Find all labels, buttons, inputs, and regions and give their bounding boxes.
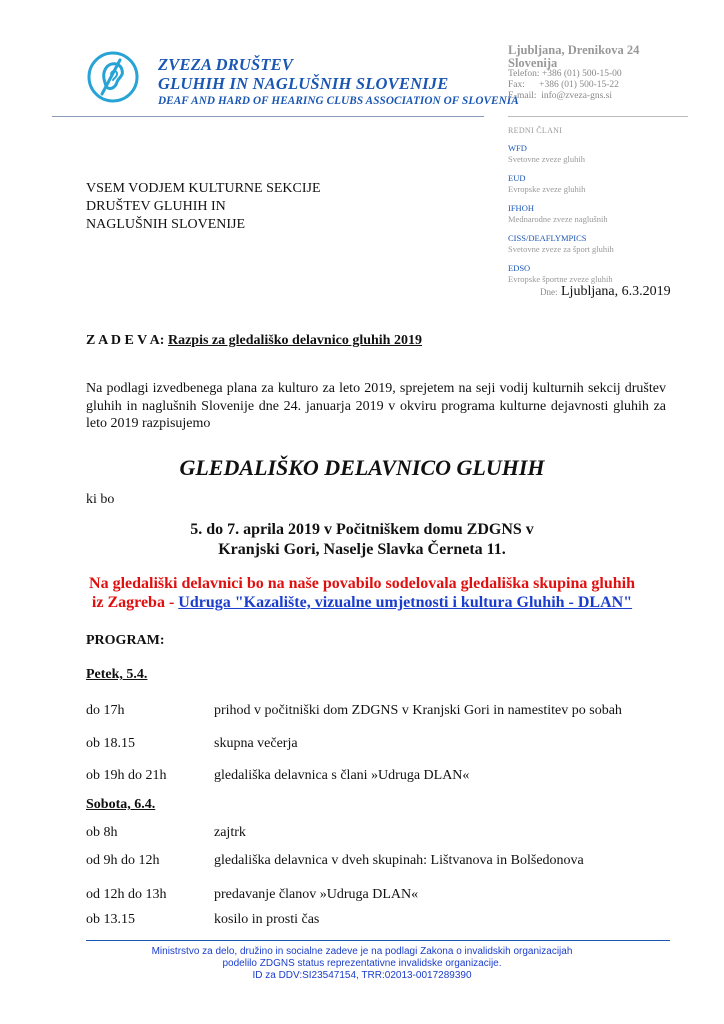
- member-code: WFD: [508, 143, 527, 153]
- when-line-2: Kranjski Gori, Naselje Slavka Černeta 11.: [218, 541, 506, 558]
- schedule-desc: prihod v počitniški dom ZDGNS v Kranjski Gori in namestitev po sobah: [214, 703, 622, 718]
- ear-logo-icon: [86, 50, 140, 104]
- member-desc: Svetovne zveze gluhih: [508, 154, 585, 164]
- address-phone: Telefon: +386 (01) 500-15-00: [508, 69, 622, 79]
- footer-line-1: Ministrstvo za delo, družino in socialne zadeve je na podlagi Zakona o invalidskih organizacijah: [151, 946, 573, 957]
- day-heading-friday: Petek, 5.4.: [86, 667, 148, 682]
- when-line-1: 5. do 7. aprila 2019 v Počitniškem domu ZDGNS v: [190, 521, 534, 538]
- member-desc: Evropske zveze gluhih: [508, 184, 586, 194]
- recipient-line-2: DRUŠTEV GLUHIH IN: [86, 199, 226, 214]
- organization-name: [158, 55, 519, 109]
- schedule-time: do 17h: [86, 703, 125, 718]
- schedule-time: ob 8h: [86, 825, 118, 840]
- schedule-desc: zajtrk: [214, 825, 246, 840]
- address-street: Ljubljana, Drenikova 24: [508, 43, 640, 57]
- dlan-link[interactable]: Udruga "Kazalište, vizualne umjetnosti i kultura Gluhih - DLAN": [178, 594, 633, 611]
- member-desc: Mednarodne zveze naglušnih: [508, 214, 608, 224]
- member-item: [508, 173, 708, 195]
- schedule-time: od 9h do 12h: [86, 853, 160, 868]
- member-organizations: [508, 126, 708, 293]
- address-email: E-mail: info@zveza-gns.si: [508, 91, 612, 101]
- program-heading: PROGRAM:: [86, 633, 165, 648]
- member-code: IFHOH: [508, 203, 534, 213]
- notice-line-1: Na gledališki delavnici bo na naše povabilo sodelovala gledališka skupina gluhih: [89, 575, 635, 592]
- notice-line-2: [0, 593, 724, 612]
- guest-notice: [0, 574, 724, 612]
- address-block: [508, 44, 639, 102]
- subject-line: [86, 333, 422, 349]
- schedule-desc: gledališka delavnica v dveh skupinah: Lištvanova in Bolšedonova: [214, 853, 584, 868]
- subject-text: Razpis za gledališko delavnico gluhih 2019: [167, 333, 422, 348]
- member-code: CISS/DEAFLYMPICS: [508, 233, 587, 243]
- schedule-desc: predavanje članov »Udruga DLAN«: [214, 887, 419, 902]
- date-label: Dne:: [540, 287, 558, 297]
- schedule-row: [86, 853, 584, 869]
- address-divider: [508, 116, 688, 117]
- schedule-desc: kosilo in prosti čas: [214, 912, 320, 927]
- schedule-row: [86, 912, 319, 928]
- ki-bo-text: ki bo: [86, 492, 115, 507]
- member-item: [508, 143, 708, 165]
- header-divider: [52, 116, 484, 117]
- schedule-row: [86, 887, 418, 903]
- schedule-time: od 12h do 13h: [86, 887, 167, 902]
- date-value: Ljubljana, 6.3.2019: [561, 284, 671, 299]
- member-item: [508, 233, 708, 255]
- footer-divider: [86, 940, 670, 941]
- page-footer: [0, 946, 724, 982]
- schedule-row: [86, 825, 246, 841]
- event-title: GLEDALIŠKO DELAVNICO GLUHIH: [179, 455, 545, 480]
- member-desc: Svetovne zveze za šport gluhih: [508, 244, 614, 254]
- recipient-block: [86, 180, 321, 234]
- schedule-row: [86, 703, 622, 719]
- notice-prefix: iz Zagreba -: [91, 594, 179, 611]
- member-item: [508, 203, 708, 225]
- member-code: EUD: [508, 173, 526, 183]
- intro-paragraph: Na podlagi izvedbenega plana za kulturo za leto 2019, sprejetem na seji vodij kulturnih sekcij društev gluhih in naglušnih Slovenije dne 24. januarja 2019 v okviru programa kulturne dejavnosti gluhih za leto 2019 razpisujemo: [86, 381, 666, 431]
- event-when: [0, 520, 724, 560]
- schedule-desc: skupna večerja: [214, 736, 298, 751]
- schedule-row: [86, 768, 469, 784]
- schedule-desc: gledališka delavnica s člani »Udruga DLAN«: [214, 768, 470, 783]
- schedule-row: [86, 736, 298, 752]
- schedule-time: ob 13.15: [86, 912, 135, 927]
- footer-line-3: ID za DDV:SI23547154, TRR:02013-0017289390: [252, 970, 472, 981]
- org-line-3: DEAF AND HARD OF HEARING CLUBS ASSOCIATION OF SLOVENIA: [158, 95, 519, 107]
- member-code: EDSO: [508, 263, 531, 273]
- day-heading-saturday: Sobota, 6.4.: [86, 797, 156, 812]
- recipient-line-3: NAGLUŠNIH SLOVENIJE: [86, 217, 246, 232]
- schedule-time: ob 18.15: [86, 736, 135, 751]
- subject-label: Z A D E V A:: [86, 333, 165, 348]
- org-line-2: GLUHIH IN NAGLUŠNIH SLOVENIJE: [158, 74, 449, 93]
- address-country: Slovenija: [508, 55, 558, 70]
- member-item: [508, 263, 708, 285]
- org-line-1: ZVEZA DRUŠTEV: [158, 55, 294, 74]
- schedule-time: ob 19h do 21h: [86, 768, 167, 783]
- recipient-line-1: VSEM VODJEM KULTURNE SEKCIJE: [86, 181, 321, 196]
- footer-line-2: podelilo ZDGNS status reprezentativne invalidske organizacije.: [222, 958, 502, 969]
- members-heading: REDNI ČLANI: [508, 126, 563, 135]
- letter-date: [540, 284, 671, 300]
- member-desc: Evropske športne zveze gluhih: [508, 274, 613, 284]
- address-fax: Fax: +386 (01) 500-15-22: [508, 80, 619, 90]
